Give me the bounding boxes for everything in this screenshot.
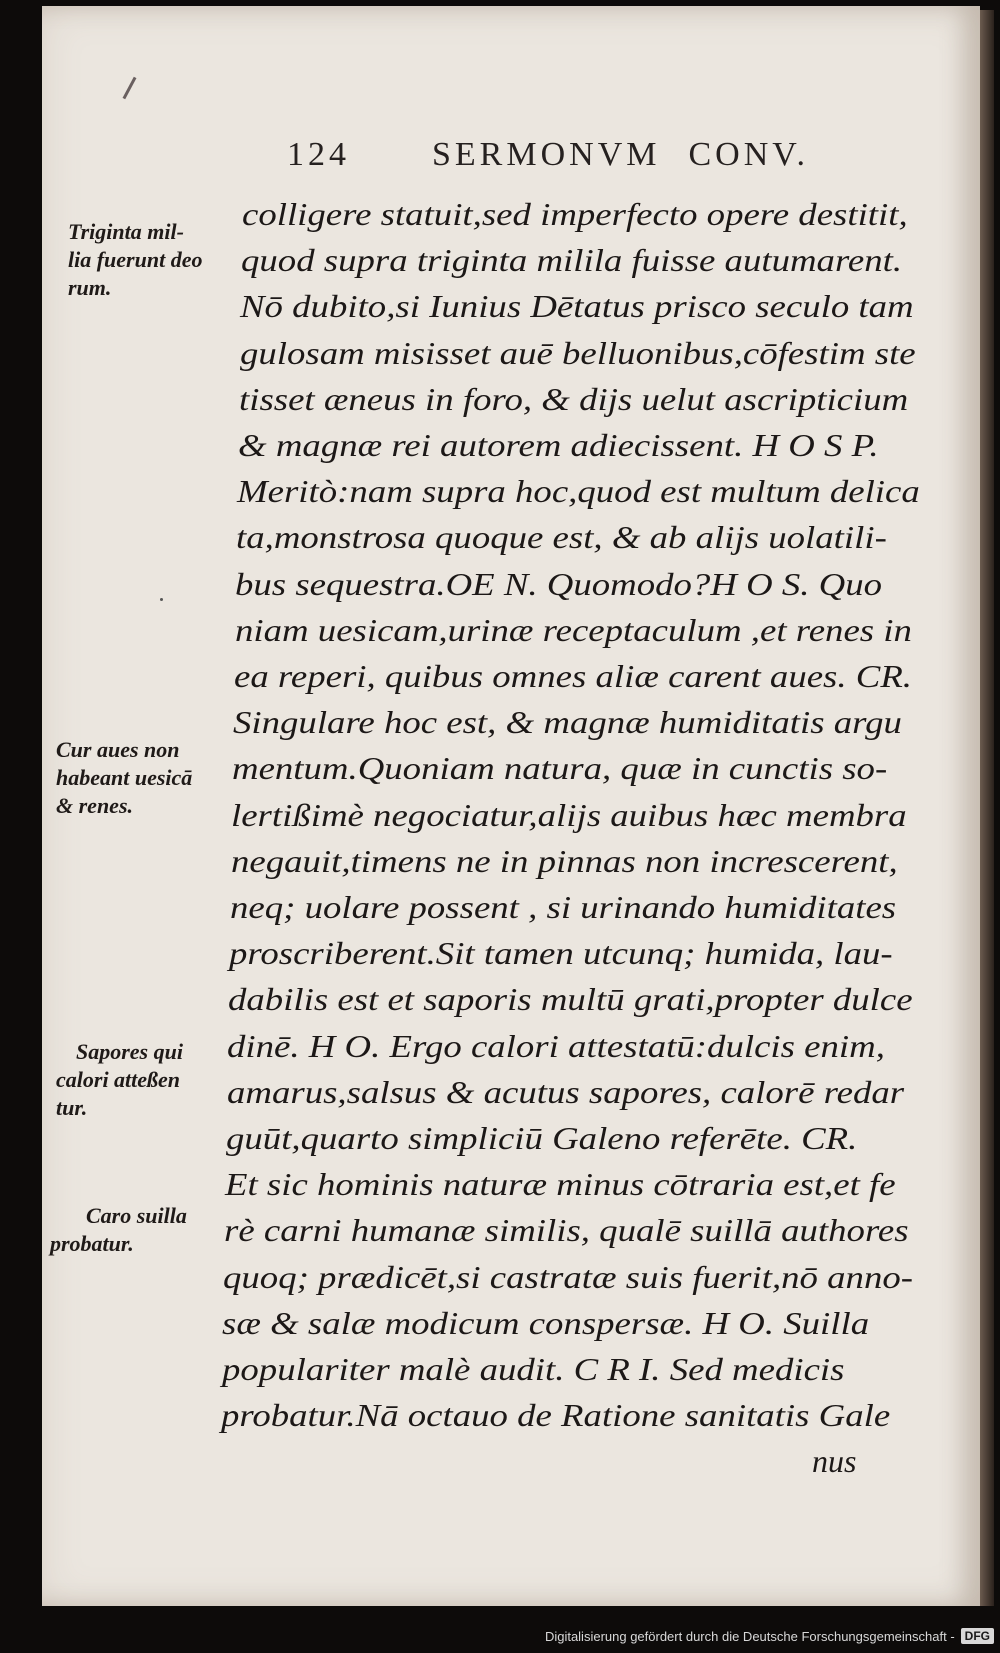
text-line: Meritò:nam supra hoc,quod est multum delica <box>237 473 920 510</box>
text-line: colligere statuit,sed imperfecto opere destitit, <box>242 196 908 232</box>
text-line: & magnæ rei autorem adiecissent. H O S P. <box>237 427 879 463</box>
digitization-footer <box>545 1623 994 1649</box>
margin-note-1 <box>68 218 202 302</box>
margin-note-line: Cur aues non <box>56 737 180 762</box>
margin-note-line: Caro suilla <box>86 1203 187 1228</box>
margin-note-line: Sapores qui <box>76 1039 183 1064</box>
text-line: negauit,timens ne in pinnas non increscerent, <box>230 842 898 879</box>
text-line: dinē. H O. Ergo calori attestatū:dulcis enim, <box>227 1027 886 1064</box>
margin-note-line: Triginta mil- <box>68 219 184 244</box>
margin-note-line: probatur. <box>50 1231 134 1256</box>
page-edge <box>980 10 994 1606</box>
text-line: sæ & salæ modicum conspersæ. H O. Suilla <box>222 1304 870 1341</box>
page-number: 124 <box>287 136 350 173</box>
text-line: quod supra triginta milila fuisse autumarent. <box>241 242 903 279</box>
text-line: Et sic hominis naturæ minus cōtraria est,et fe <box>224 1166 896 1203</box>
text-line: quoq; prædicēt,si castratæ suis fuerit,nō anno- <box>223 1258 914 1295</box>
text-line: lertißimè negociatur,alijs auibus hæc membra <box>231 796 908 833</box>
text-line: gulosam misisset auē belluonibus,cōfestim ste <box>239 334 916 371</box>
running-title-short: CONV. <box>688 136 809 173</box>
text-line: bus sequestra.OE N. Quomodo?H O S. Quo <box>235 565 883 602</box>
margin-note-line: tur. <box>56 1095 88 1120</box>
text-line: niam uesicam,urinæ receptaculum ,et renes in <box>234 611 912 648</box>
text-line: Nō dubito,si Iunius Dētatus prisco seculo tam <box>240 288 914 325</box>
page-mark <box>123 77 137 100</box>
running-title-main: SERMONVM <box>432 136 661 173</box>
text-line: guūt,quarto simpliciū Galeno referēte. CR. <box>225 1120 858 1156</box>
margin-note-line: lia fuerunt deo <box>68 247 203 272</box>
text-line: rè carni humanæ similis, qualē suillā authores <box>224 1212 909 1249</box>
text-line: probatur.Nā octauo de Ratione sanitatis Gale <box>220 1397 891 1434</box>
text-line: neq; uolare possent , si urinando humiditates <box>229 889 896 925</box>
margin-note-2 <box>56 736 192 820</box>
footer-text: Digitalisierung gefördert durch die Deutsche Forschungsgemeinschaft - <box>544 1628 955 1644</box>
text-line: ta,monstrosa quoque est, & ab alijs uolatili- <box>236 519 888 556</box>
margin-note-4 <box>50 1202 187 1258</box>
text-line: mentum.Quoniam natura, quæ in cunctis so- <box>232 750 888 787</box>
text-line: nus <box>812 1443 857 1480</box>
text-line: proscriberent.Sit tamen utcunq; humida, lau- <box>228 935 893 972</box>
margin-note-line: rum. <box>68 275 112 300</box>
margin-note-3 <box>56 1038 183 1122</box>
text-line: ea reperi, quibus omnes aliæ carent aues. CR. <box>233 658 912 694</box>
text-line: populariter malè audit. C R I. Sed medicis <box>221 1351 845 1387</box>
margin-note-line: calori atteßen <box>56 1067 181 1092</box>
margin-note-line: & renes. <box>56 793 133 818</box>
dfg-logo: DFG <box>961 1628 994 1644</box>
page-speck <box>160 598 163 601</box>
text-line: dabilis est et saporis multū grati,propter dulce <box>228 981 913 1018</box>
text-line: Singulare hoc est, & magnæ humiditatis argu <box>233 704 902 741</box>
running-header <box>287 136 887 184</box>
book-page <box>42 6 980 1606</box>
text-line: tisset æneus in foro, & dijs uelut ascripticium <box>238 380 908 417</box>
text-line: amarus,salsus & acutus sapores, calorē redar <box>226 1073 904 1110</box>
running-title <box>432 136 809 174</box>
margin-note-line: habeant uesicā <box>56 765 193 790</box>
